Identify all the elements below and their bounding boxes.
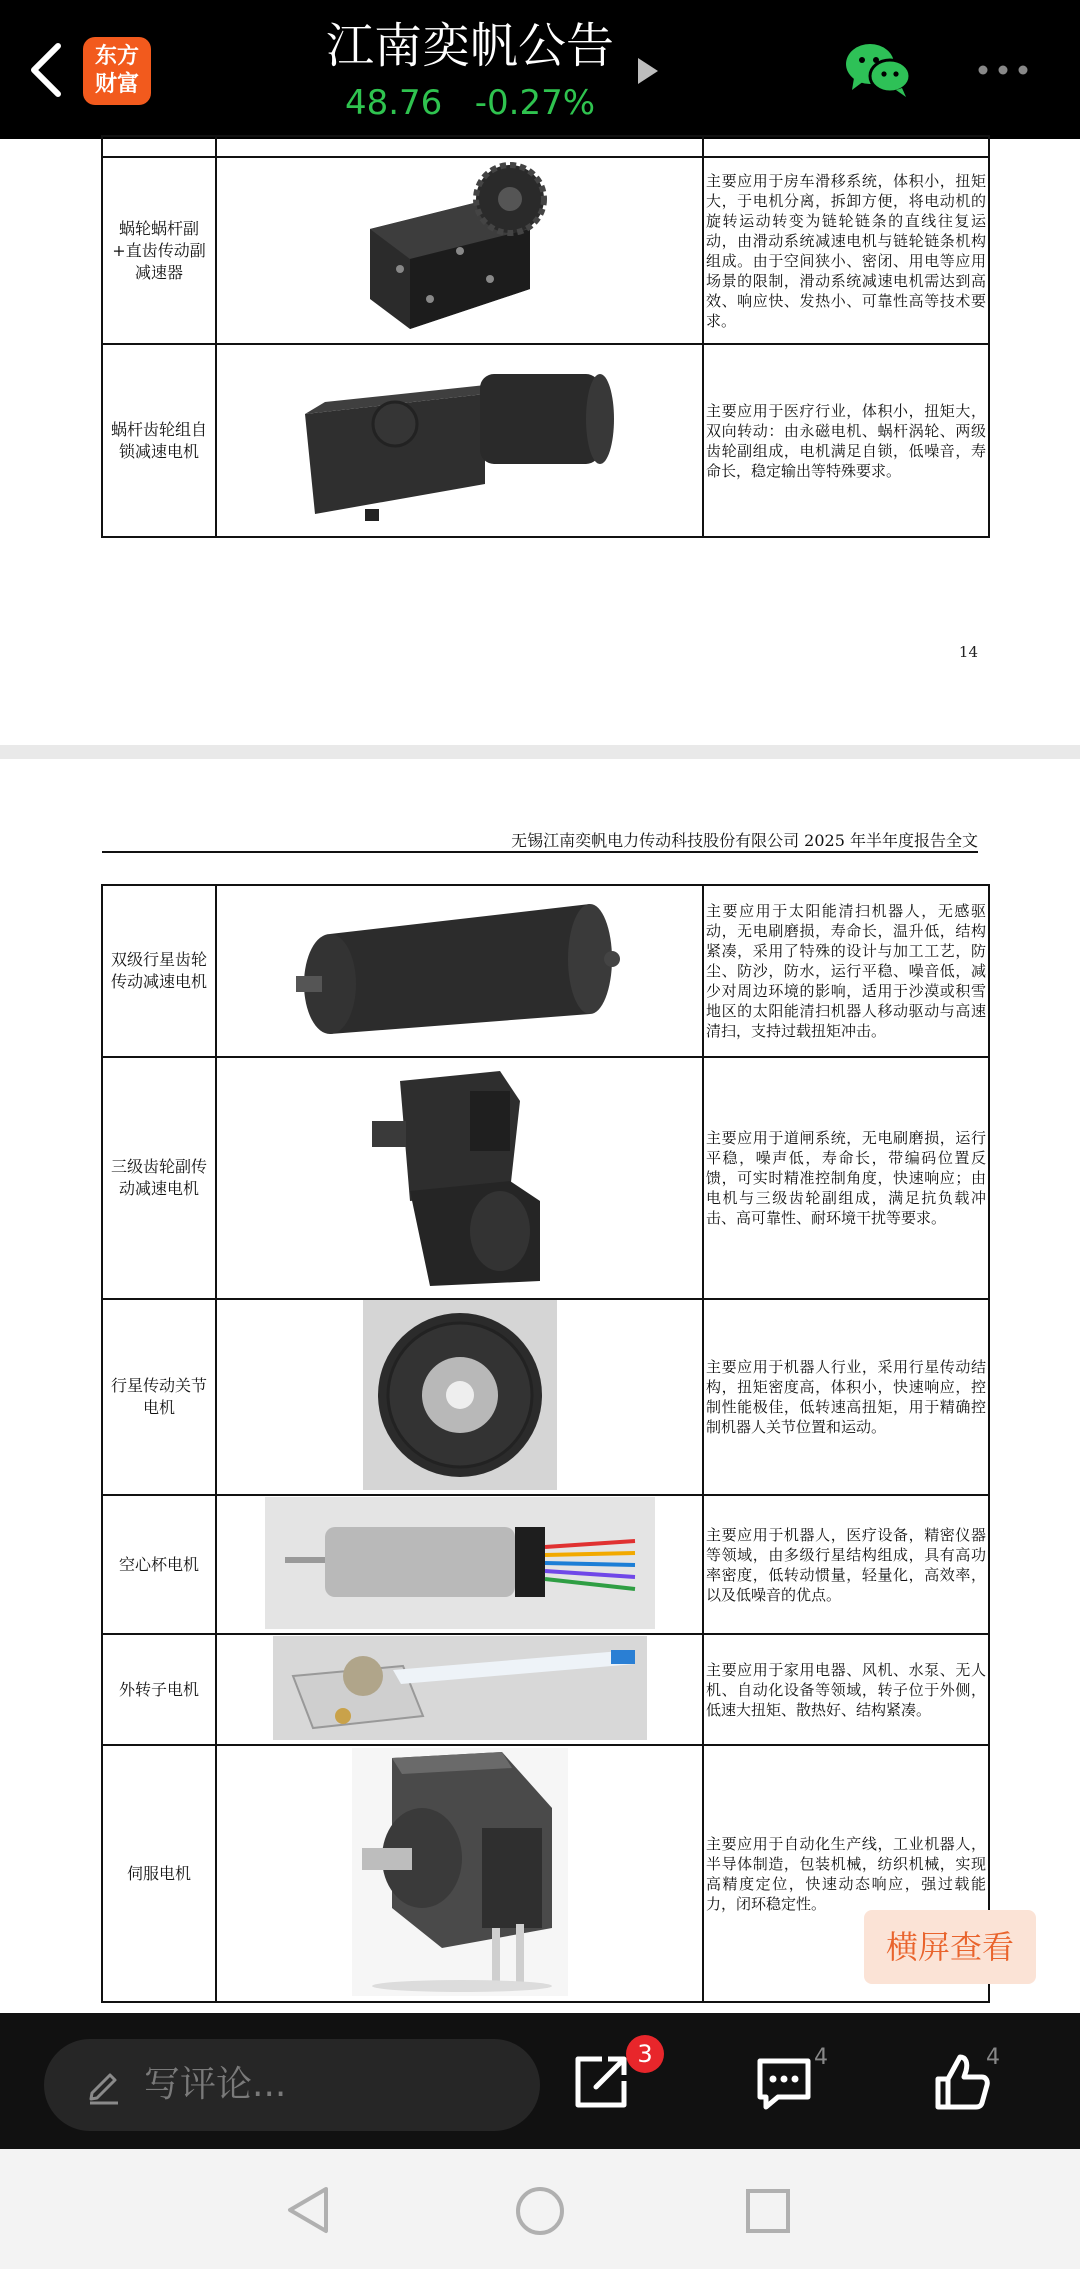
product-name: 三级齿轮副传动减速电机: [102, 1057, 216, 1299]
comment-icon[interactable]: [754, 2055, 814, 2111]
table-row: [102, 1299, 989, 1495]
landscape-view-button[interactable]: 横屏查看: [864, 1910, 1036, 1984]
product-description: 主要应用于太阳能清扫机器人，无感驱动，无电刷磨损，寿命长，温升低，结构紧凑，采用了特殊的设计与加工工艺，防尘、防沙，防水，运行平稳、噪音低，减少对周边环境的影响，适用于沙漠或积雪地区的太阳能清扫机器人移动驱动与高速清扫，支持过载扭矩冲击。: [703, 885, 989, 1057]
product-description: 主要应用于自动化生产线，工业机器人，半导体制造，包装机械，纺织机械，实现高精度定位，快速动态响应，强过载能力，闭环稳定性。: [703, 1745, 989, 2002]
product-image-cell: [216, 344, 703, 537]
product-name: 行星传动关节电机: [102, 1299, 216, 1495]
header-rule: [102, 851, 978, 853]
stock-change: -0.27%: [474, 83, 596, 123]
product-name: 伺服电机: [102, 1745, 216, 2002]
app-logo[interactable]: [83, 37, 151, 105]
share-icon[interactable]: [572, 2053, 630, 2111]
table-row: [102, 1745, 989, 2002]
table-row: [102, 344, 989, 537]
table-row: [102, 157, 989, 344]
wechat-icon[interactable]: [844, 40, 912, 98]
product-description: 主要应用于家用电器、风机、水泵、无人机、自动化设备等领域，转子位于外侧，低速大扭矩、散热好、结构紧凑。: [703, 1634, 989, 1745]
comment-input[interactable]: [44, 2039, 540, 2131]
back-arrow-icon[interactable]: [22, 40, 72, 100]
stock-title[interactable]: 江南奕帆公告: [325, 18, 614, 74]
worm-gear-reducer-image: [340, 159, 580, 339]
product-description: 主要应用于机器人，医疗设备，精密仪器等领域，由多级行星结构组成，具有高功率密度，低转动惯量，轻量化，高效率，以及低噪音的优点。: [703, 1495, 989, 1634]
pen-icon: [84, 2065, 124, 2105]
comment-placeholder: 写评论...: [144, 2064, 287, 2105]
product-image-cell: [216, 1745, 703, 2002]
thumbs-up-icon[interactable]: [932, 2053, 990, 2111]
planetary-joint-motor-image: [363, 1300, 557, 1490]
logo-line2: 财富: [94, 72, 139, 97]
product-description: 主要应用于医疗行业，体积小，扭矩大，双向转动：由永磁电机、蜗杆涡轮、两级齿轮副组成，电机满足自锁，低噪音，寿命长，稳定输出等特殊要求。: [703, 344, 989, 537]
product-image-cell: [216, 1299, 703, 1495]
table-row: [102, 1634, 989, 1745]
page-separator: [0, 745, 1080, 759]
coreless-motor-image: [265, 1497, 655, 1629]
outer-rotor-motor-image: [273, 1636, 647, 1740]
product-image-cell: [216, 1634, 703, 1745]
more-options-icon[interactable]: [975, 60, 1031, 80]
planetary-gear-motor-image: [290, 894, 630, 1044]
product-description: 主要应用于道闸系统，无电刷磨损，运行平稳，噪声低，寿命长，带编码位置反馈，可实时精准控制角度，快速响应；由电机与三级齿轮副组成，满足抗负载冲击、高可靠性、耐环境干扰等要求。: [703, 1057, 989, 1299]
document-viewer[interactable]: [0, 139, 1080, 2013]
table-row: [102, 885, 989, 1057]
three-stage-gear-motor-image: [360, 1061, 560, 1291]
table-row: [102, 1057, 989, 1299]
product-name: 蜗轮蜗杆副+直齿传动副减速器: [102, 157, 216, 344]
product-image-cell: [216, 1495, 703, 1634]
product-table-page2: [101, 884, 990, 2003]
table-row: [102, 136, 989, 157]
product-name: 外转子电机: [102, 1634, 216, 1745]
bottom-action-bar: [0, 2013, 1080, 2149]
share-badge: 3: [626, 2035, 664, 2073]
product-description: 主要应用于机器人行业，采用行星传动结构，扭矩密度高，体积小，快速响应，控制性能极佳，低转速高扭矩，用于精确控制机器人关节位置和运动。: [703, 1299, 989, 1495]
comment-count: 4: [814, 2045, 828, 2070]
nav-home-icon[interactable]: [514, 2185, 566, 2237]
stock-quote: [340, 80, 600, 126]
logo-line1: 东方: [94, 44, 139, 69]
report-header: 无锡江南奕帆电力传动科技股份有限公司 2025 年半年度报告全文: [511, 831, 978, 850]
product-name: 空心杯电机: [102, 1495, 216, 1634]
product-table-page1: [101, 135, 990, 538]
product-image-cell: [216, 157, 703, 344]
table-row: [102, 1495, 989, 1634]
product-name: 双级行星齿轮传动减速电机: [102, 885, 216, 1057]
like-count: 4: [986, 2045, 1000, 2070]
servo-motor-image: [352, 1748, 568, 1996]
nav-recent-apps-icon[interactable]: [744, 2187, 792, 2235]
product-description: 主要应用于房车滑移系统，体积小，扭矩大，于电机分离，拆卸方便，将电动机的旋转运动转变为链轮链条的直线往复运动，由滑动系统减速电机与链轮链条机构组成。由于空间狭小、密闭、用电等应用场景的限制，滑动系统减速电机需达到高效、响应快、发热小、可靠性高等技术要求。: [703, 157, 989, 344]
play-triangle-icon[interactable]: [636, 56, 660, 86]
page-number: 14: [958, 643, 978, 661]
nav-back-icon[interactable]: [286, 2185, 332, 2235]
worm-self-locking-motor-image: [295, 354, 625, 524]
top-bar: [0, 0, 1080, 139]
product-image-cell: [216, 885, 703, 1057]
system-navigation-bar: [0, 2149, 1080, 2269]
product-image-cell: [216, 1057, 703, 1299]
product-name: 蜗杆齿轮组自锁减速电机: [102, 344, 216, 537]
stock-price: 48.76: [344, 83, 443, 123]
